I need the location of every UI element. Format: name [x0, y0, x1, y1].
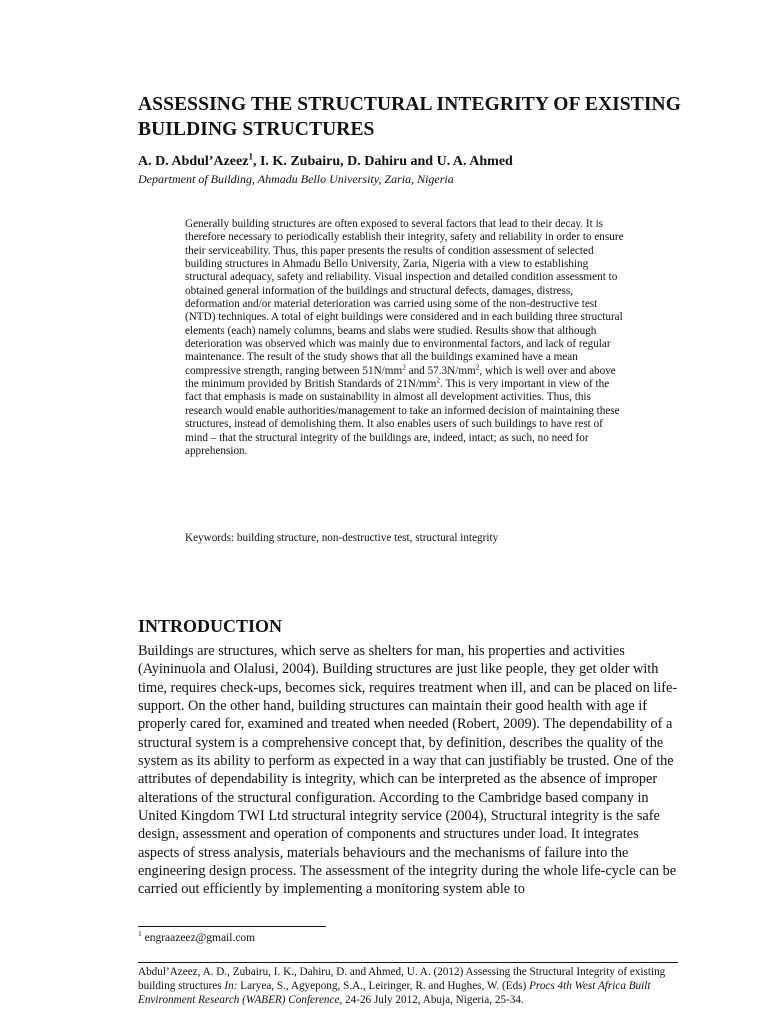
unit-superscript: 2 [402, 363, 406, 372]
author-list [138, 151, 513, 170]
footnote-divider [138, 926, 326, 927]
abstract-text-4: . This is very important in view of the fact that emphasis is made on sustainability in almost all development activities. Thus, this research would enable authorities/management to take an informed decision of maintaining these structures, instead of demolishing them. It also enables users of such buildings to have rest of mind – that the structural integrity of the buildings are, indeed, intact; as such, no need for apprehension. [185, 378, 620, 457]
citation-proceedings: Procs 4th West Africa Built Environment Research (WABER) Conference, [138, 979, 651, 1006]
introduction-paragraph: Buildings are structures, which serve as shelters for man, his properties and activities (Ayininuola and Olalusi, 2004). Building structures are just like people, they get older with time, requires check-ups, becomes sick, requires treatment when ill, and can be placed on life-support. On the other hand, building structures can maintain their good health with age if properly cared for, examined and treated when needed (Robert, 2009). The dependability of a structural system is a comprehensive concept that, by definition, describes the quality of the system as its ability to perform as expected in a way that can justifiably be trusted. One of the attributes of dependability is integrity, which can be interpreted as the absence of improper alterations of the structural configuration. According to the Cambridge based company in United Kingdom TWI Ltd structural integrity service (2004), Structural integrity is the safe design, assessment and operation of components and structures under load. It integrates aspects of stress analysis, materials behaviours and the mechanisms of failure into the engineering design process. The assessment of the integrity during the whole life-cycle can be carried out efficiently by implementing a monitoring system able to [138, 643, 678, 898]
unit-superscript: 2 [475, 363, 480, 372]
unit-superscript: 2 [436, 376, 441, 385]
footnote-marker: 1 [138, 929, 142, 939]
keywords: Keywords: building structure, non-destructive test, structural integrity [185, 532, 499, 544]
abstract-text-1: Generally building structures are often exposed to several factors that lead to their decay. It is therefore necessary to periodically establish their integrity, safety and reliability in order to ensure their serviceability. Thus, this paper presents the results of condition assessment of selected building structures in Ahmadu Bello University, Zaria, Nigeria with a view to establishing structural adequacy, safety and reliability. Visual inspection and detailed condition assessment to obtained general information of the buildings and structural defects, damages, distress, deformation and/or material deterioration was carried using some of the non-destructive test (NTD) techniques. A total of eight buildings were considered and in each building three structural elements (each) namely columns, beams and slabs were studied. Results show that although deterioration was observed which was mainly due to environmental factors, and lack of regular maintenance. The result of the study shows that all the buildings examined have a mean compressive strength, ranging between 51N/mm [185, 218, 624, 377]
citation-text-1: Abdul’Azeez, A. D., Zubairu, I. K., Dahiru, D. and Ahmed, U. A. (2012) Assessing the Structural Integrity of existing building structures [138, 966, 666, 992]
citation-in: In: [224, 979, 238, 992]
citation-text-3: 24-26 July 2012, Abuja, Nigeria, 25-34. [342, 993, 524, 1006]
citation [138, 966, 678, 1007]
abstract-text-3: , which is well over and above the minimum provided by British Standards of 21N/mm [185, 364, 616, 391]
affiliation: Department of Building, Ahmadu Bello University, Zaria, Nigeria [138, 172, 454, 186]
footnote [138, 929, 256, 944]
first-author: A. D. Abdul’Azeez [138, 154, 249, 169]
paper-title: ASSESSING THE STRUCTURAL INTEGRITY OF EXISTING BUILDING STRUCTURES [138, 94, 682, 140]
affiliation-marker: 1 [248, 151, 253, 162]
footnote-email: engraazeez@gmail.com [141, 932, 256, 944]
other-authors: , I. K. Zubairu, D. Dahiru and U. A. Ahmed [252, 154, 513, 169]
citation-divider [138, 962, 678, 963]
abstract-text-2: and 57.3N/mm [405, 364, 476, 377]
section-heading-introduction: INTRODUCTION [138, 616, 283, 636]
citation-text-2: Laryea, S., Agyepong, S.A., Leiringer, R. and Hughes, W. (Eds) [237, 979, 530, 992]
abstract [185, 218, 625, 458]
